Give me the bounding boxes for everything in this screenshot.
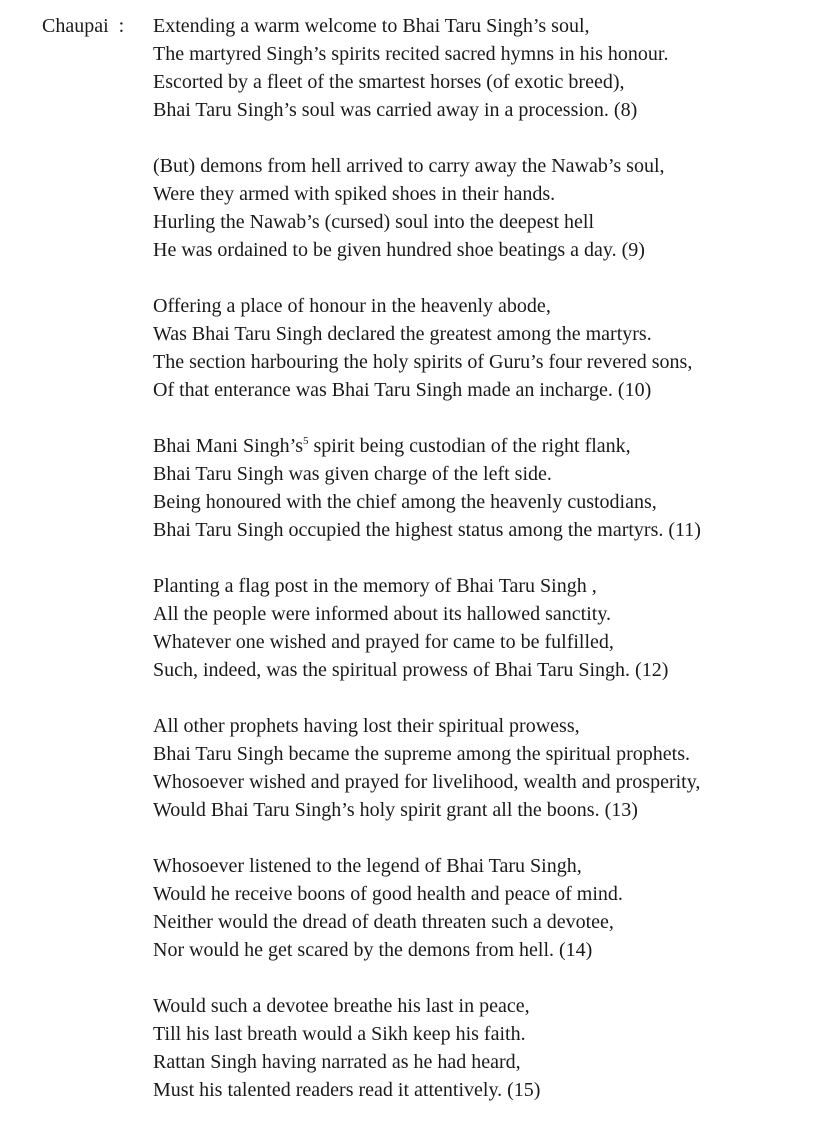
- verse-line: Must his talented readers read it attentively. (15): [153, 1079, 541, 1101]
- verse-line: Such, indeed, was the spiritual prowess of Bhai Taru Singh. (12): [153, 659, 669, 681]
- verse-line: Of that enterance was Bhai Taru Singh made an incharge. (10): [153, 379, 652, 401]
- verse-line: Hurling the Nawab’s (cursed) soul into the deepest hell: [153, 211, 594, 233]
- stanza-1: [153, 12, 823, 124]
- verse-line: The martyred Singh’s spirits recited sacred hymns in his honour.: [153, 43, 669, 65]
- section-label-separator: :: [118, 15, 125, 37]
- verse-line: The section harbouring the holy spirits of Guru’s four revered sons,: [153, 351, 693, 373]
- verse-line: (But) demons from hell arrived to carry away the Nawab’s soul,: [153, 155, 665, 177]
- verse-line: Whatever one wished and prayed for came to be fulfilled,: [153, 631, 614, 653]
- verse-line-post: spirit being custodian of the right flank,: [308, 435, 631, 457]
- verse-line: Rattan Singh having narrated as he had heard,: [153, 1051, 521, 1073]
- verse-body: [153, 12, 823, 1132]
- verse-line: Being honoured with the chief among the heavenly custodians,: [153, 491, 657, 513]
- verse-line: He was ordained to be given hundred shoe beatings a day. (9): [153, 239, 645, 261]
- verse-line: Were they armed with spiked shoes in their hands.: [153, 183, 556, 205]
- stanza-7: [153, 852, 823, 964]
- verse-line: All the people were informed about its hallowed sanctity.: [153, 603, 612, 625]
- verse-line-pre: Bhai Mani Singh’s: [153, 435, 304, 457]
- stanza-8: [153, 992, 823, 1104]
- verse-line: Bhai Taru Singh was given charge of the left side.: [153, 463, 552, 485]
- verse-line: Bhai Taru Singh became the supreme among the spiritual prophets.: [153, 743, 690, 765]
- verse-line: Whosoever listened to the legend of Bhai Taru Singh,: [153, 855, 582, 877]
- verse-line: Would he receive boons of good health and peace of mind.: [153, 883, 623, 905]
- verse-line: Offering a place of honour in the heavenly abode,: [153, 295, 551, 317]
- verse-line: Neither would the dread of death threaten such a devotee,: [153, 911, 614, 933]
- verse-line: Extending a warm welcome to Bhai Taru Singh’s soul,: [153, 15, 590, 37]
- stanza-4: [153, 432, 823, 544]
- stanza-2: [153, 152, 823, 264]
- verse-line: Bhai Taru Singh’s soul was carried away in a procession. (8): [153, 99, 638, 121]
- verse-line: Till his last breath would a Sikh keep his faith.: [153, 1023, 526, 1045]
- verse-line: Nor would he get scared by the demons from hell. (14): [153, 939, 593, 961]
- verse-line: Escorted by a fleet of the smartest horses (of exotic breed),: [153, 71, 625, 93]
- footnote-marker: 5: [303, 435, 309, 447]
- section-label-text: Chaupai: [42, 15, 109, 37]
- stanza-6: [153, 712, 823, 824]
- stanza-3: [153, 292, 823, 404]
- verse-line: All other prophets having lost their spiritual prowess,: [153, 715, 580, 737]
- verse-line: Would such a devotee breathe his last in peace,: [153, 995, 530, 1017]
- verse-line: Was Bhai Taru Singh declared the greatest among the martyrs.: [153, 323, 652, 345]
- verse-line: Bhai Taru Singh occupied the highest status among the martyrs. (11): [153, 519, 701, 541]
- section-label: [42, 12, 124, 40]
- stanza-5: [153, 572, 823, 684]
- verse-line-with-footnote: [153, 432, 823, 460]
- verse-line: Planting a flag post in the memory of Bhai Taru Singh ,: [153, 575, 597, 597]
- verse-line: Whosoever wished and prayed for livelihood, wealth and prosperity,: [153, 771, 701, 793]
- verse-line: Would Bhai Taru Singh’s holy spirit grant all the boons. (13): [153, 799, 638, 821]
